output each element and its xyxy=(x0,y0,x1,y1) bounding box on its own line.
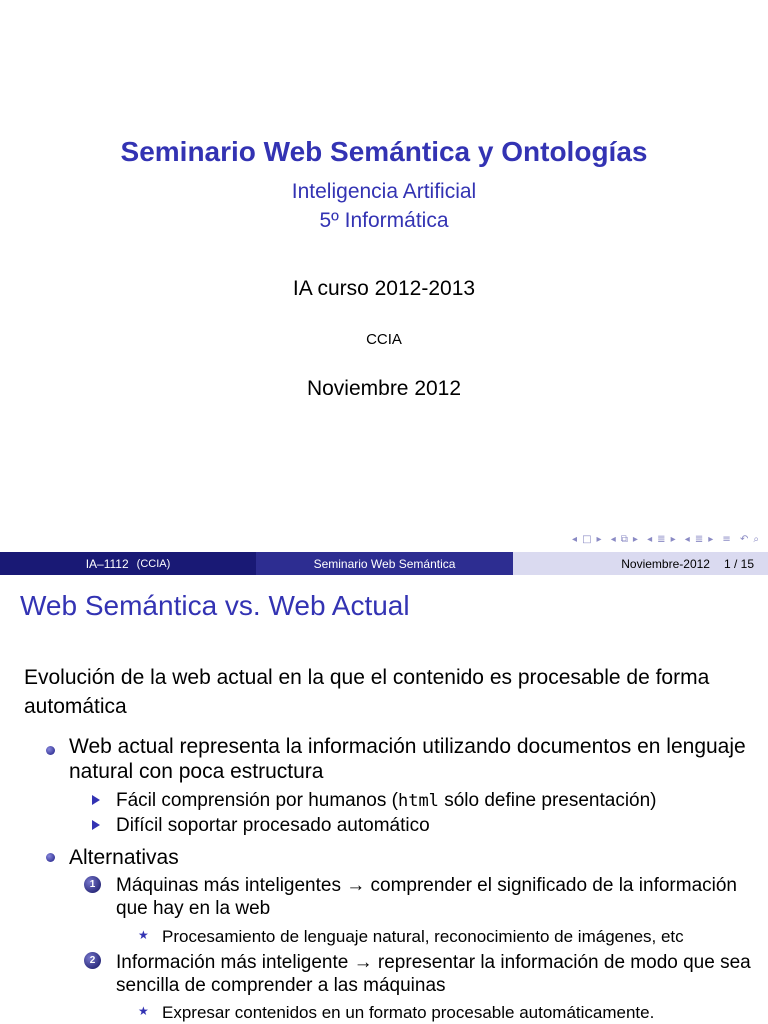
nav-left-icon[interactable]: ◂ xyxy=(572,534,579,545)
footline xyxy=(0,552,768,575)
triangle-bullet-icon xyxy=(92,795,100,805)
bullet-icon xyxy=(46,746,55,755)
html-code: html xyxy=(397,791,439,811)
star-bullet-icon: ★ xyxy=(138,928,149,942)
nav-left-icon[interactable]: ◂ xyxy=(684,534,691,545)
footer-institute: (CCIA) xyxy=(136,557,171,570)
footer-short-title: Seminario Web Semántica xyxy=(313,556,456,571)
triangle-bullet-icon xyxy=(92,820,100,830)
sub-bullet-dificil: Difícil soportar procesado automático xyxy=(116,815,430,836)
nav-right-icon[interactable]: ▸ xyxy=(596,534,603,545)
navigation-symbols xyxy=(568,534,760,545)
nav-right-icon[interactable]: ▸ xyxy=(632,534,639,545)
nav-left-icon[interactable]: ◂ xyxy=(610,534,617,545)
nav-right-icon[interactable]: ▸ xyxy=(708,534,715,545)
undo-icon[interactable]: ↶ xyxy=(740,534,750,545)
nav-right-icon[interactable]: ▸ xyxy=(670,534,677,545)
footer-author-name: IA–1112 xyxy=(85,556,129,571)
enum-number-2: 2 xyxy=(84,952,101,969)
frame-title: Web Semántica vs. Web Actual xyxy=(20,590,410,621)
enum-item-1: Máquinas más inteligentes → comprender el significado de la información que hay en la web xyxy=(116,875,737,919)
bullet-web-actual: Web actual representa la información utilizando documentos en lenguaje natural con poca estructura xyxy=(69,735,746,783)
subsection-icon[interactable]: ⧉ xyxy=(620,534,629,545)
enum-item-1-sub: Procesamiento de lenguaje natural, reconocimiento de imágenes, etc xyxy=(162,927,684,946)
subtitle-line-1: Inteligencia Artificial xyxy=(291,180,477,203)
section-icon[interactable]: ≣ xyxy=(657,534,667,545)
document-icon[interactable]: ≡ xyxy=(722,534,732,545)
footer-title xyxy=(256,552,513,575)
bullet-alternativas: Alternativas xyxy=(69,846,179,869)
sub-bullet-facil-text-end: sólo define presentación) xyxy=(438,790,657,811)
content-slide xyxy=(0,575,768,1024)
bullet-icon xyxy=(46,853,55,862)
subtitle-line-2: 5º Informática xyxy=(319,209,449,232)
search-icon[interactable]: ⌕ xyxy=(753,534,760,545)
nav-left-icon[interactable]: ◂ xyxy=(647,534,654,545)
intro-paragraph: Evolución de la web actual en la que el contenido es procesable de forma automática xyxy=(24,666,710,718)
footer-author xyxy=(0,552,256,575)
sub-bullet-facil xyxy=(116,789,756,813)
enum-number-1: 1 xyxy=(84,876,101,893)
section-icon[interactable]: ≣ xyxy=(694,534,705,545)
author: IA curso 2012-2013 xyxy=(292,277,476,300)
enum-item-2-sub: Expresar contenidos en un formato procesable automáticamente. xyxy=(162,1003,655,1022)
date: Noviembre 2012 xyxy=(306,377,462,400)
sub-bullet-facil-text: Fácil comprensión por humanos ( xyxy=(116,790,398,811)
page-number: 1 / 15 xyxy=(723,556,754,571)
footer-date: Noviembre-2012 xyxy=(621,556,710,571)
star-bullet-icon: ★ xyxy=(138,1004,149,1018)
institute: CCIA xyxy=(366,331,402,348)
presentation-title: Seminario Web Semántica y Ontologías xyxy=(120,136,648,167)
frame-icon[interactable]: □ xyxy=(582,534,593,545)
footer-date-page xyxy=(513,552,768,575)
enum-item-2: Información más inteligente → representar la información de modo que sea sencilla de comprender a las máquinas xyxy=(116,952,751,996)
